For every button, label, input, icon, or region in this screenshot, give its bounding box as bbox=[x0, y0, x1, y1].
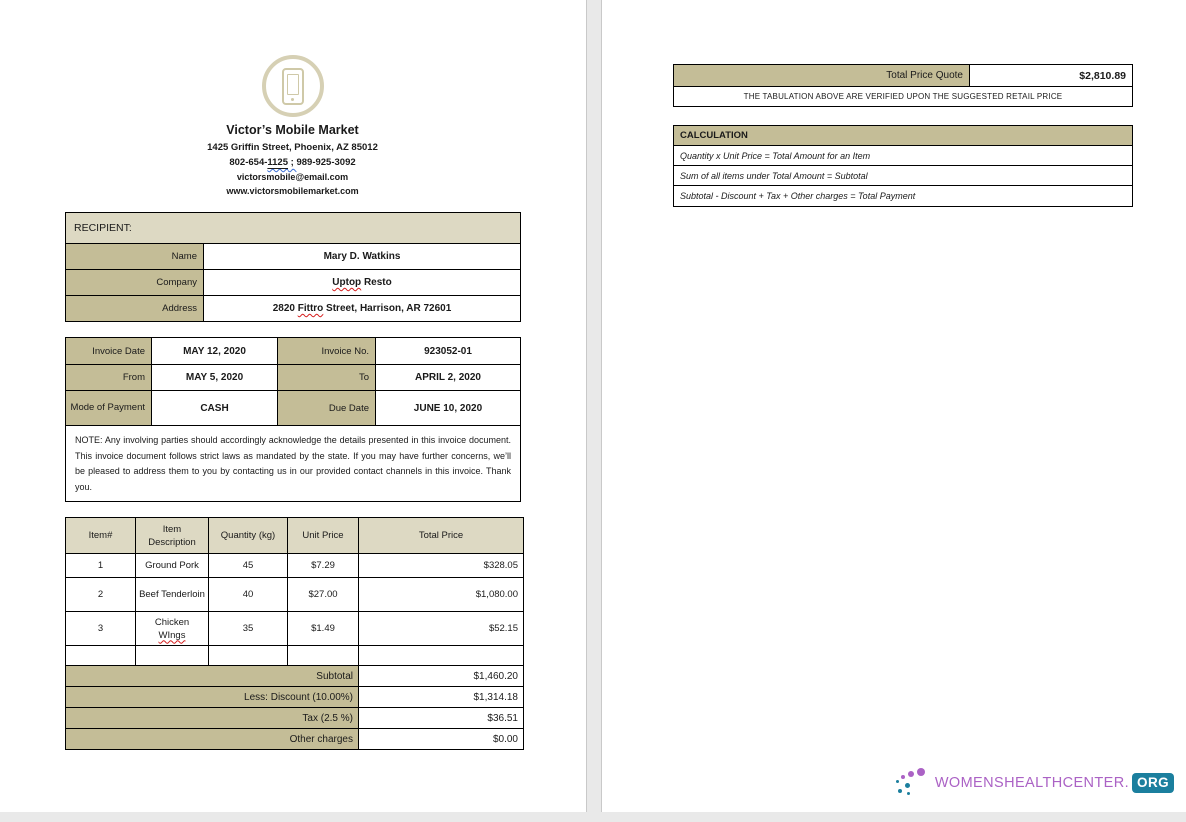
col-header-description: Item Description bbox=[136, 518, 209, 554]
item-quantity: 45 bbox=[209, 554, 288, 578]
recipient-address-value bbox=[204, 296, 521, 322]
period-to-label: To bbox=[278, 365, 376, 391]
phone-prefix: 802-654- bbox=[229, 157, 268, 168]
item-num: 1 bbox=[66, 554, 136, 578]
company-header bbox=[65, 55, 520, 200]
recipient-table bbox=[65, 212, 521, 322]
subtotal-value: $1,460.20 bbox=[359, 666, 524, 687]
total-quote-table bbox=[673, 64, 1133, 107]
invoice-note: NOTE: Any involving parties should accordingly acknowledge the details presented in this invoice document. This invoice document follows strict laws as mandated by the state. If you may have further concerns, we’ll be pleased to address them to you by contacting us in our provided contact channels in this invoice. Thank you. bbox=[66, 426, 521, 502]
table-row bbox=[66, 612, 524, 646]
table-row bbox=[66, 270, 521, 296]
recipient-name-value: Mary D. Watkins bbox=[204, 244, 521, 270]
mobile-phone-icon bbox=[282, 68, 304, 105]
recipient-name-label: Name bbox=[66, 244, 204, 270]
company-value-rest: Resto bbox=[361, 277, 392, 288]
company-name: Victor’s Mobile Market bbox=[226, 123, 359, 137]
calculation-table bbox=[673, 125, 1133, 207]
total-quote-value: $2,810.89 bbox=[970, 65, 1133, 87]
invoice-info-table bbox=[65, 337, 521, 502]
tax-value: $36.51 bbox=[359, 708, 524, 729]
subtotal-label: Subtotal bbox=[66, 666, 359, 687]
item-description: Beef Tenderloin bbox=[136, 578, 209, 612]
col-header-unit-price: Unit Price bbox=[288, 518, 359, 554]
col-header-quantity: Quantity (kg) bbox=[209, 518, 288, 554]
watermark-org-badge: ORG bbox=[1132, 773, 1174, 793]
table-row bbox=[66, 338, 521, 365]
invoice-date-value: MAY 12, 2020 bbox=[152, 338, 278, 365]
table-row bbox=[66, 391, 521, 426]
recipient-company-label: Company bbox=[66, 270, 204, 296]
company-street: 1425 Griffin Street, Phoenix, AZ 85012 bbox=[207, 142, 378, 153]
watermark-text: WOMENSHEALTHCENTER. bbox=[934, 775, 1130, 791]
calc-formula-item: Quantity x Unit Price = Total Amount for an Item bbox=[674, 146, 1133, 166]
items-table bbox=[65, 517, 524, 750]
other-charges-label: Other charges bbox=[66, 729, 359, 750]
table-row bbox=[674, 186, 1133, 207]
calc-formula-total: Subtotal - Discount + Tax + Other charges = Total Payment bbox=[674, 186, 1133, 207]
recipient-address-label: Address bbox=[66, 296, 204, 322]
misspelled-word: Uptop bbox=[332, 277, 362, 288]
womenshealthcenter-watermark bbox=[895, 768, 1174, 798]
company-website: www.victorsmobilemarket.com bbox=[226, 186, 359, 196]
invoice-page-2 bbox=[601, 0, 1186, 812]
phone-underlined-part: 1125 bbox=[267, 157, 289, 168]
dots-swoosh-icon bbox=[895, 768, 933, 798]
summary-row bbox=[66, 687, 524, 708]
recipient-company-value bbox=[204, 270, 521, 296]
empty-cell bbox=[209, 646, 288, 666]
table-row bbox=[66, 554, 524, 578]
tabulation-note: THE TABULATION ABOVE ARE VERIFIED UPON THE SUGGESTED RETAIL PRICE bbox=[674, 87, 1133, 107]
summary-row bbox=[66, 666, 524, 687]
item-unit-price: $1.49 bbox=[288, 612, 359, 646]
discount-value: $1,314.18 bbox=[359, 687, 524, 708]
phone-grammar-flag bbox=[267, 157, 296, 168]
phone-separator: ; bbox=[288, 157, 297, 168]
company-email: victorsmobile@email.com bbox=[236, 172, 349, 182]
calc-formula-subtotal: Sum of all items under Total Amount = Subtotal bbox=[674, 166, 1133, 186]
phone-second: 989-925-3092 bbox=[296, 157, 356, 168]
item-total-price: $1,080.00 bbox=[359, 578, 524, 612]
total-quote-label: Total Price Quote bbox=[674, 65, 970, 87]
empty-item-row bbox=[66, 646, 524, 666]
item-num: 3 bbox=[66, 612, 136, 646]
summary-row bbox=[66, 708, 524, 729]
payment-mode-label: Mode of Payment bbox=[66, 391, 152, 426]
company-logo bbox=[262, 55, 324, 117]
empty-cell bbox=[288, 646, 359, 666]
empty-cell bbox=[66, 646, 136, 666]
period-from-label: From bbox=[66, 365, 152, 391]
misspelled-word: Fittro bbox=[297, 303, 324, 314]
payment-mode-value: CASH bbox=[152, 391, 278, 426]
item-description: Ground Pork bbox=[136, 554, 209, 578]
empty-cell bbox=[136, 646, 209, 666]
discount-label: Less: Discount (10.00%) bbox=[66, 687, 359, 708]
table-row bbox=[66, 578, 524, 612]
table-row bbox=[674, 65, 1133, 87]
item-total-price: $52.15 bbox=[359, 612, 524, 646]
item-total-price: $328.05 bbox=[359, 554, 524, 578]
table-row bbox=[66, 244, 521, 270]
invoice-no-label: Invoice No. bbox=[278, 338, 376, 365]
item-num: 2 bbox=[66, 578, 136, 612]
due-date-value: JUNE 10, 2020 bbox=[376, 391, 521, 426]
table-row bbox=[66, 365, 521, 391]
item-quantity: 35 bbox=[209, 612, 288, 646]
invoice-date-label: Invoice Date bbox=[66, 338, 152, 365]
summary-row bbox=[66, 729, 524, 750]
item-unit-price: $7.29 bbox=[288, 554, 359, 578]
invoice-page-1 bbox=[0, 0, 587, 812]
table-row bbox=[674, 146, 1133, 166]
misspelled-word: WIngs bbox=[158, 629, 186, 641]
period-from-value: MAY 5, 2020 bbox=[152, 365, 278, 391]
description-line1: Chicken bbox=[154, 616, 190, 628]
col-header-total-price: Total Price bbox=[359, 518, 524, 554]
item-quantity: 40 bbox=[209, 578, 288, 612]
address-pre: 2820 bbox=[272, 303, 298, 314]
table-row bbox=[66, 296, 521, 322]
item-unit-price: $27.00 bbox=[288, 578, 359, 612]
col-header-item-num: Item# bbox=[66, 518, 136, 554]
invoice-no-value: 923052-01 bbox=[376, 338, 521, 365]
due-date-label: Due Date bbox=[278, 391, 376, 426]
period-to-value: APRIL 2, 2020 bbox=[376, 365, 521, 391]
tax-label: Tax (2.5 %) bbox=[66, 708, 359, 729]
calculation-title: CALCULATION bbox=[674, 126, 1133, 146]
other-charges-value: $0.00 bbox=[359, 729, 524, 750]
table-row bbox=[674, 166, 1133, 186]
company-phones bbox=[65, 157, 520, 168]
recipient-title: RECIPIENT: bbox=[66, 213, 521, 244]
item-description bbox=[136, 612, 209, 646]
empty-cell bbox=[359, 646, 524, 666]
address-rest: Street, Harrison, AR 72601 bbox=[323, 303, 452, 314]
